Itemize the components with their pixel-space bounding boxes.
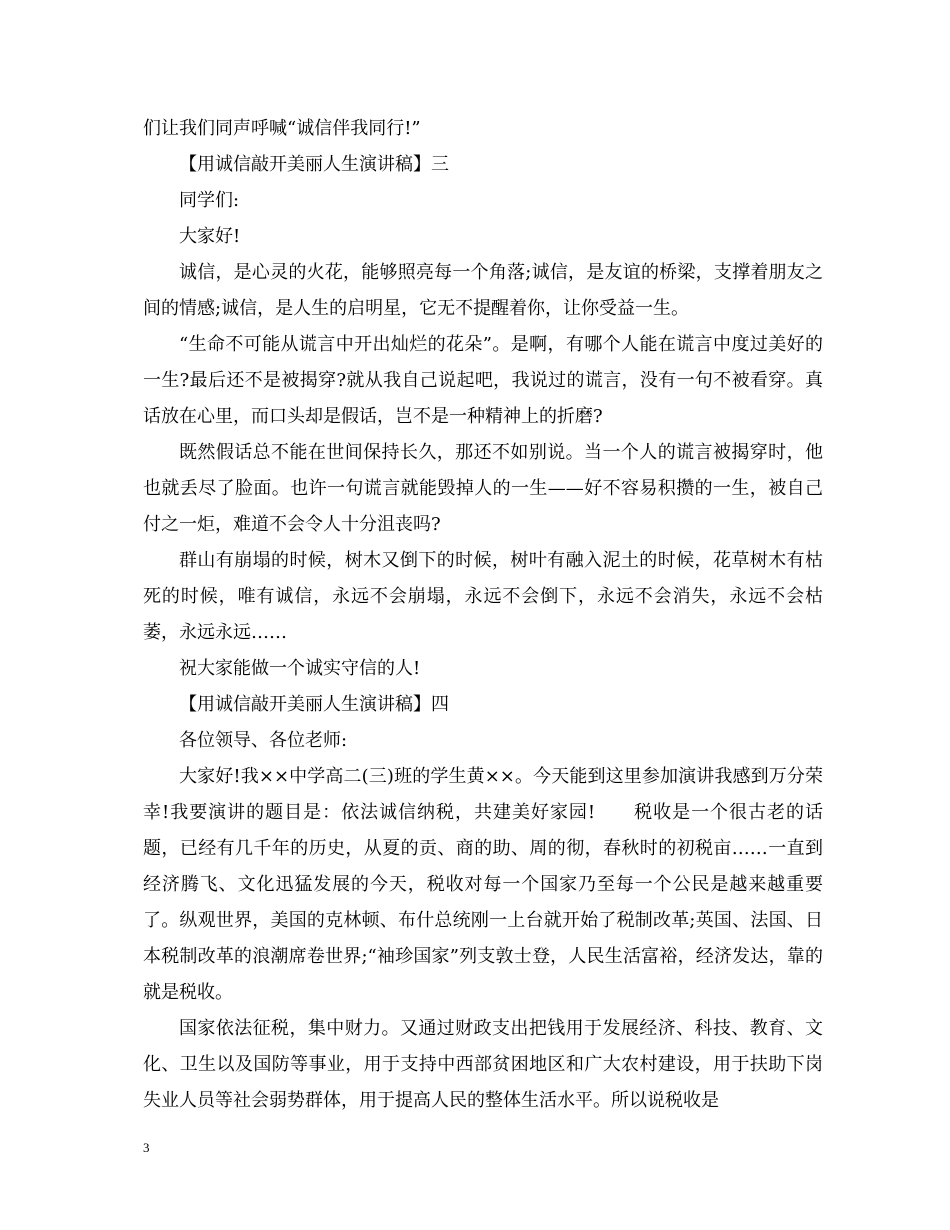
paragraph: “生命不可能从谎言中开出灿烂的花朵”。是啊，有哪个人能在谎言中度过美好的一生?最后还不是被揭穿?就从我自己说起吧，我说过的谎言，没有一句不被看穿。真话放在心里，而口头却是假话，岂不是一种精神上的折磨? [143, 334, 823, 427]
paragraph: 诚信，是心灵的火花，能够照亮每一个角落;诚信，是友谊的桥梁，支撑着朋友之间的情感;诚信，是人生的启明星，它无不提醒着你，让你受益一生。 [143, 262, 823, 319]
paragraph: 大家好!我××中学高二(三)班的学生黄××。今天能到这里参加演讲我感到万分荣幸!我要演讲的题目是：依法诚信纳税，共建美好家园! 税收是一个很古老的话题，已经有几千年的历史，从夏的贡、商的助、周的彻，春秋时的初税亩……一直到经济腾飞、文化迅猛发展的今天，税收对每一个国家乃至每一个公民是越来越重要了。纵观世界，美国的克林顿、布什总统刚一上台就开始了税制改革;英国、法国、日本税制改革的浪潮席卷世界;“袖珍国家”列支敦士登，人民生活富裕，经济发达，靠的就是税收。 [143, 766, 823, 1003]
paragraph-continuation: 们让我们同声呼喊“诚信伴我同行!” [143, 118, 421, 139]
page-number: 3 [143, 1140, 150, 1155]
paragraph: 群山有崩塌的时候，树木又倒下的时候，树叶有融入泥土的时候，花草树木有枯死的时候，唯有诚信，永远不会崩塌，永远不会倒下，永远不会消失，永远不会枯萎，永远永远…… [143, 550, 823, 643]
paragraph: 既然假话总不能在世间保持长久，那还不如别说。当一个人的谎言被揭穿时，他也就丢尽了脸面。也许一句谎言就能毁掉人的一生——好不容易积攒的一生，被自己付之一炬，难道不会令人十分沮丧吗? [143, 442, 823, 535]
section-heading-four: 【用诚信敲开美丽人生演讲稿】四 [179, 694, 449, 715]
salutation: 同学们: [179, 190, 240, 211]
section-heading-three: 【用诚信敲开美丽人生演讲稿】三 [179, 154, 449, 175]
paragraph: 国家依法征税，集中财力。又通过财政支出把钱用于发展经济、科技、教育、文化、卫生以及国防等事业，用于支持中西部贫困地区和广大农村建设，用于扶助下岗失业人员等社会弱势群体，用于提高人民的整体生活水平。所以说税收是 [143, 1018, 823, 1111]
document-body [143, 111, 823, 1119]
greeting: 大家好! [179, 226, 241, 247]
closing-wish: 祝大家能做一个诚实守信的人! [179, 658, 421, 679]
salutation: 各位领导、各位老师: [179, 730, 348, 751]
